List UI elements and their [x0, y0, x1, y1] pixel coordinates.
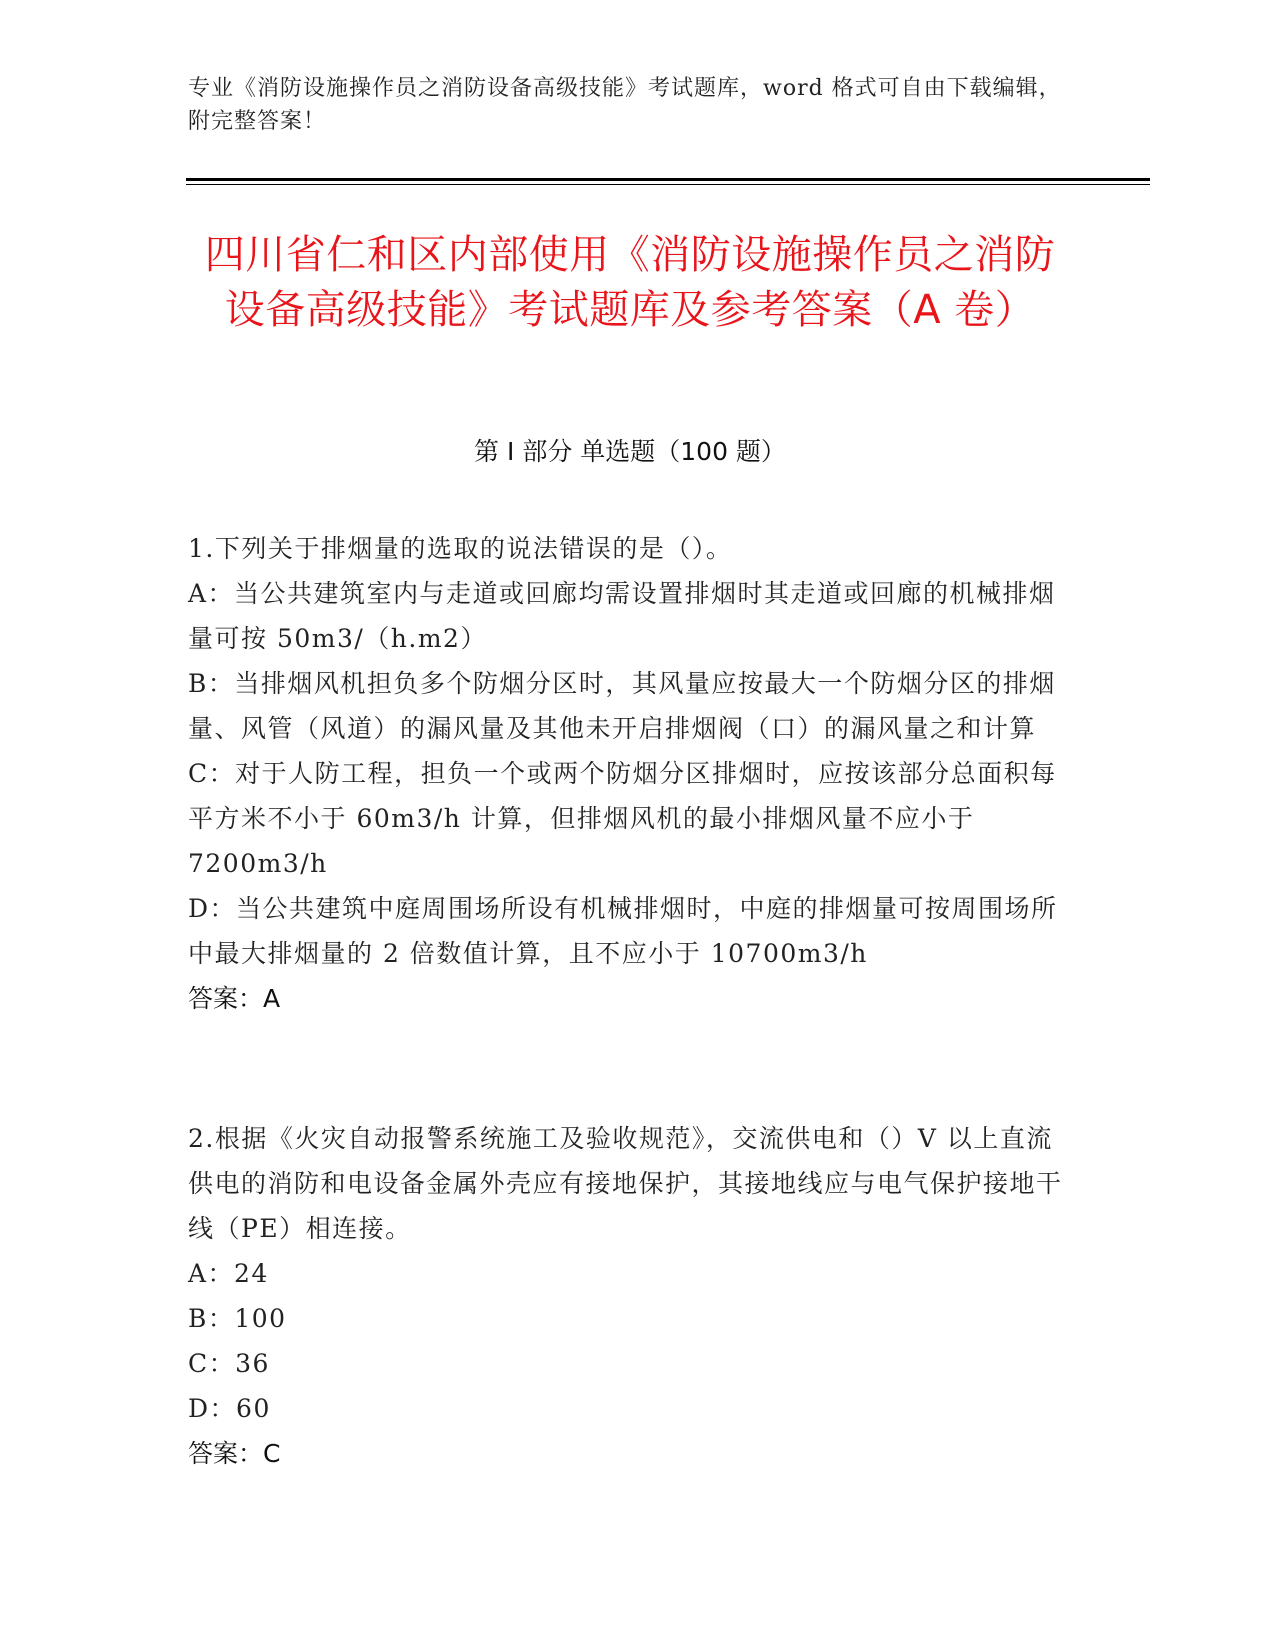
answer: 答案：C: [188, 1439, 281, 1468]
question-1: [188, 526, 1078, 1021]
option-b: B：100: [188, 1304, 287, 1333]
question-stem: 2.根据《火灾自动报警系统施工及验收规范》，交流供电和（）V 以上直流供电的消防和电设备金属外壳应有接地保护，其接地线应与电气保护接地干线（PE）相连接。: [188, 1124, 1063, 1243]
option-a: A：当公共建筑室内与走道或回廊均需设置排烟时其走道或回廊的机械排烟量可按 50m3/（h.m2）: [188, 579, 1056, 653]
header-divider-thin: [186, 184, 1150, 185]
question-2: [188, 1116, 1078, 1476]
header-note: 专业《消防设施操作员之消防设备高级技能》考试题库，word 格式可自由下载编辑，附完整答案！: [188, 76, 1062, 134]
document-title: 四川省仁和区内部使用《消防设施操作员之消防设备高级技能》考试题库及参考答案（A 卷）: [204, 232, 1056, 333]
option-d: D：当公共建筑中庭周围场所设有机械排烟时，中庭的排烟量可按周围场所中最大排烟量的 2 倍数值计算，且不应小于 10700m3/h: [188, 894, 1058, 968]
option-c: C：36: [188, 1349, 270, 1378]
option-b: B：当排烟风机担负多个防烟分区时，其风量应按最大一个防烟分区的排烟量、风管（风道）的漏风量及其他未开启排烟阀（口）的漏风量之和计算: [188, 669, 1056, 743]
option-d: D：60: [188, 1394, 271, 1423]
section-title: 第 I 部分 单选题（100 题）: [474, 437, 786, 466]
answer: 答案：A: [188, 984, 281, 1013]
option-c: C：对于人防工程，担负一个或两个防烟分区排烟时，应按该部分总面积每平方米不小于 60m3/h 计算，但排烟风机的最小排烟风量不应小于 7200m3/h: [188, 759, 1057, 878]
question-stem: 1.下列关于排烟量的选取的说法错误的是（）。: [188, 534, 733, 563]
option-a: A：24: [188, 1259, 269, 1288]
header-divider-thick: [186, 178, 1150, 181]
